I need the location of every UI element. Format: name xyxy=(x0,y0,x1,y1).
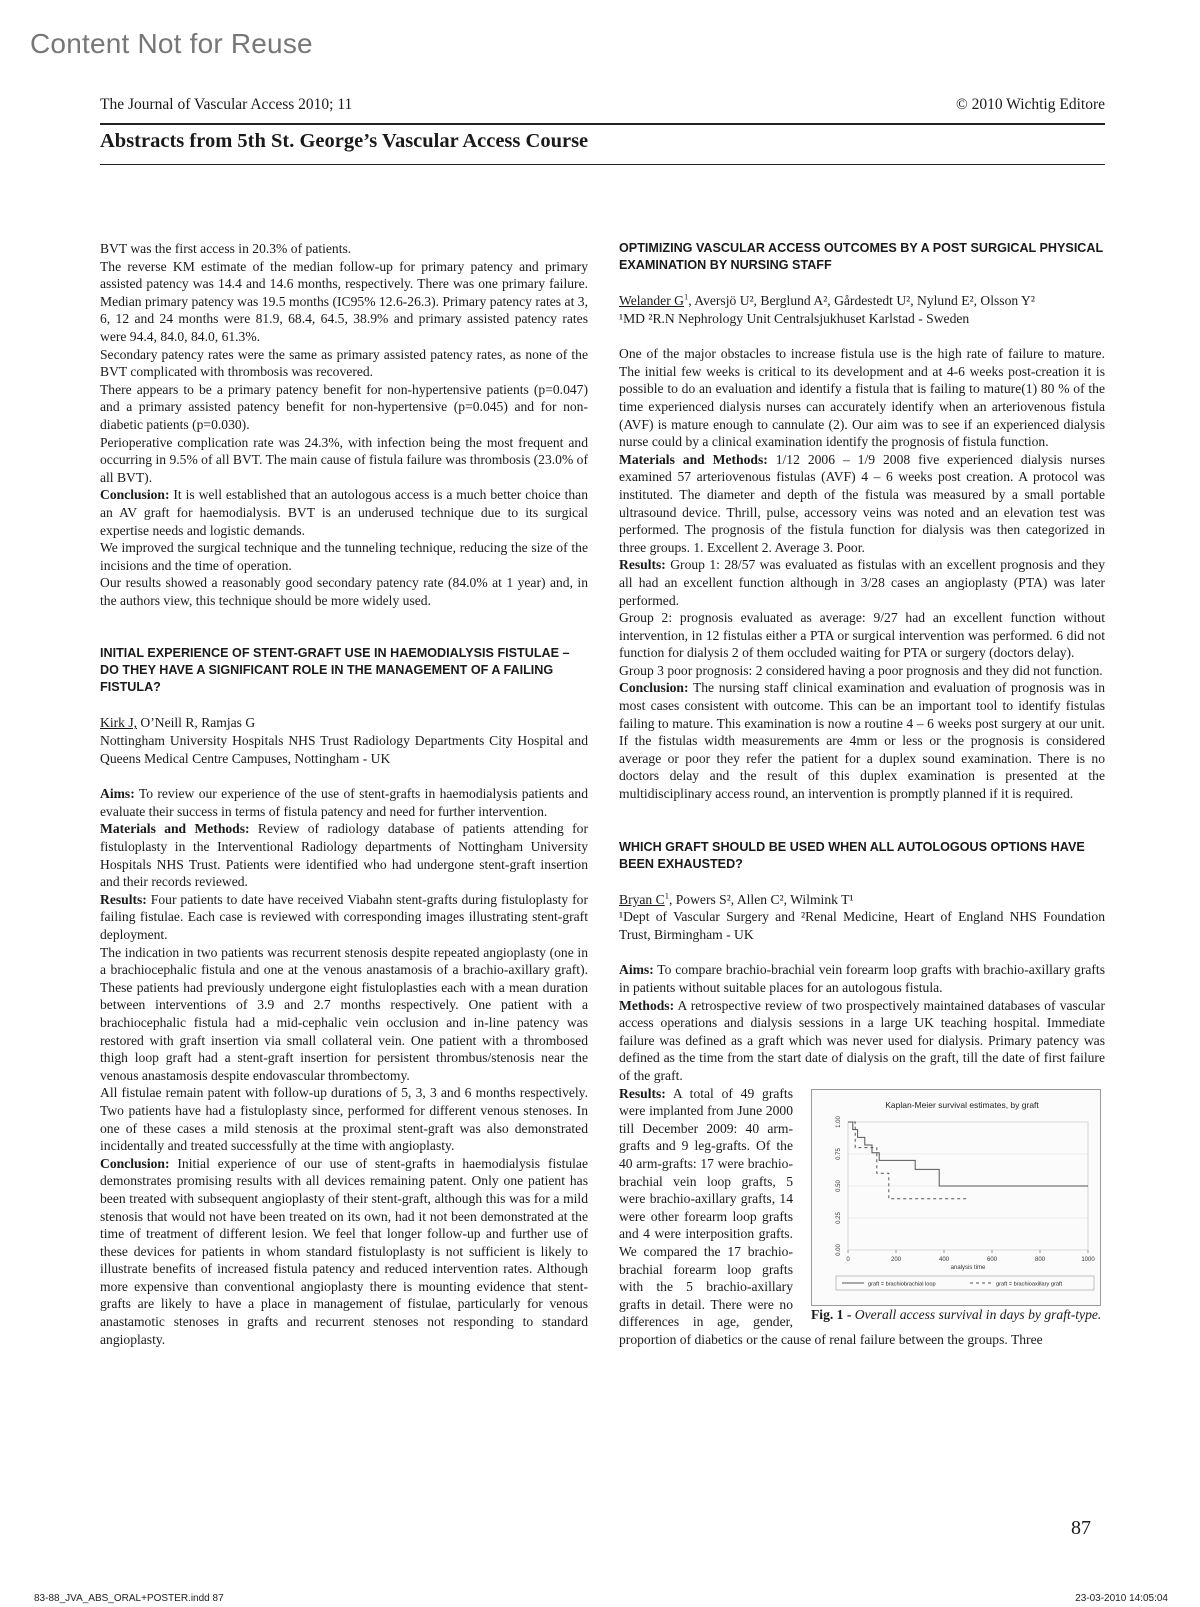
footer-file-info: 83-88_JVA_ABS_ORAL+POSTER.indd 87 xyxy=(34,1593,224,1604)
abstract-title: WHICH GRAFT SHOULD BE USED WHEN ALL AUTOLOGOUS OPTIONS HAVE BEEN EXHAUSTED? xyxy=(619,839,1085,871)
running-head xyxy=(100,96,1105,114)
paragraph: All fistulae remain patent with follow-up durations of 5, 3, 3 and 6 months respectively. Two patients have had a fistuloplasty since, performed for different venous stenoses. In one of these cases a mild stenosis at the proximal stent-graft was also demonstrated incidentally and treated successfully at the time with angioplasty. xyxy=(100,1085,588,1154)
y-tick-label: 0.00 xyxy=(836,1243,842,1256)
journal-citation: The Journal of Vascular Access 2010; 11 xyxy=(100,96,353,113)
conclusion-paragraph xyxy=(100,1155,588,1349)
results-paragraph xyxy=(619,556,1105,609)
first-author: Bryan C xyxy=(619,891,665,907)
paragraph: The indication in two patients was recurrent stenosis despite repeated angioplasty (one in a brachiocephalic fistula and one at the venous anastamosis of a brachio-axillary graft). These patients had previously undergone eight fistuloplasties each with a mean duration between interventions of 3.9 and 2.7 months respectively. One patient with a brachiocephalic fistula had a mid-cephalic vein occlusion and in-line patency was restored with graft insertion via small collateral vein. One patient with a thrombosed thigh loop graft had a stent-graft insertion for persistent thrombus/stenosis near the venous anastamosis despite endovascular thrombectomy. xyxy=(100,944,588,1083)
section-text: The nursing staff clinical examination and evaluation of prognosis was in most cases consistent with outcome. This can be an important tool to identify fistulas failing to mature. This examination is now a routine 4 – 6 weeks post surgery at our unit. If the fistulas width measurements are 4mm or less or the prognosis is considered average or poor they refer the patient for a duplex sound examination. There is no doctors delay and the result of this duplex examination is presented at the multidisciplinary access round, an intervention is promptly planned if it is required. xyxy=(619,680,1105,802)
section-text: 1/12 2006 – 1/9 2008 five experienced dialysis nurses examined 57 arteriovenous fistulas (AVF) 4 – 6 weeks post creation. A protocol was instituted. The diameter and depth of the fistula was measured by a small portable ultrasound device. Thrill, pulse, accessory veins was noted and an elevation test was performed. The prognosis of the fistula function for dialysis was then categorized in three groups. 1. Excellent 2. Average 3. Poor. xyxy=(619,451,1105,555)
other-authors: , Powers S², Allen C², Wilmink T¹ xyxy=(668,891,854,907)
affiliation: Nottingham University Hospitals NHS Trust Radiology Departments City Hospital and Queens Medical Centre Campuses, Nottingham - UK xyxy=(100,733,588,766)
section-label: Aims: xyxy=(619,962,654,978)
section-text: Review of radiology database of patients attending for fistuloplasty in the Interventional Radiology departments of Nottingham University Hospitals NHS Trust. Patients were identified who had undergone stent-graft insertion and their records reviewed. xyxy=(100,821,588,890)
section-label: Results: xyxy=(619,1085,666,1101)
methods-paragraph xyxy=(619,997,1105,1085)
x-tick-label: 800 xyxy=(1034,1256,1046,1263)
y-tick-label: 0.75 xyxy=(836,1147,842,1160)
section-text: To review our experience of the use of stent-grafts in haemodialysis patients and evaluate their success in terms of fistula patency and need for further intervention. xyxy=(100,786,588,819)
km-survival-chart xyxy=(812,1090,1100,1305)
section-text: It is well established that an autologous access is a much better choice than an AV graft for haemodialysis. BVT is an underused technique due to its surgical expertise needs and logistic demands. xyxy=(100,487,588,538)
results-with-figure xyxy=(619,1085,1105,1349)
y-tick-label: 1.00 xyxy=(836,1115,842,1128)
aims-paragraph xyxy=(619,961,1105,996)
km-chart-frame xyxy=(811,1089,1101,1306)
section-text: Four patients to date have received Viabahn stent-grafts during fistuloplasty for failing fistulae. Each case is reviewed with corresponding images illustrating stent-graft deployment. xyxy=(100,891,588,942)
paragraph: Our results showed a reasonably good secondary patency rate (84.0% at 1 year) and, in the authors view, this technique should be more widely used. xyxy=(100,575,588,608)
section-label: Materials and Methods: xyxy=(100,821,250,837)
author-superscript: 1 xyxy=(683,291,689,302)
section-label: Conclusion: xyxy=(100,1155,170,1171)
paragraph: There appears to be a primary patency benefit for non-hypertensive patients (p=0.047) and a primary assisted patency benefit for non-hypertensive (p=0.045) and for non-diabetic patients (p=0.030). xyxy=(100,381,588,432)
x-axis-label: analysis time xyxy=(950,1264,986,1271)
page-title: Abstracts from 5th St. George’s Vascular Access Course xyxy=(100,130,589,152)
section-label: Results: xyxy=(100,891,147,907)
aims-paragraph xyxy=(100,785,588,820)
paragraph: One of the major obstacles to increase fistula use is the high rate of failure to mature. The initial few weeks is critical to its development and at 4-6 weeks post-creation it is possible to do an evaluation and identify a fistula that is failing to mature(1) 80 % of the time experienced dialysis nurses can accurately identify when an arteriovenous fistula (AVF) is mature enough to cannulate (2). Our aim was to see if an experienced dialysis nurse could by a clinical examination identify the prognosis of fistula function. xyxy=(619,346,1105,450)
paragraph: Group 2: prognosis evaluated as average: 9/27 had an excellent function without intervention, in 12 fistulas either a PTA or surgical intervention was performed. 6 did not function for dialysis 2 of them occluded waiting for PTA or surgery (doctors delay). xyxy=(619,610,1105,661)
section-label: Results: xyxy=(619,557,666,573)
first-author: Kirk J, xyxy=(100,715,138,731)
affiliation: ¹Dept of Vascular Surgery and ²Renal Medicine, Heart of England NHS Foundation Trust, Birmingham - UK xyxy=(619,909,1105,942)
figure-label: Fig. 1 - xyxy=(811,1306,852,1322)
x-tick-label: 1000 xyxy=(1081,1256,1095,1263)
section-text: Initial experience of our use of stent-grafts in haemodialysis fistulae demonstrates promising results with all devices remaining patent. Only one patient has been treated with subsequent angioplasty of their stent-graft, although this was for a mild stenosis that would not have been treated on its own, had it not been demonstrated at the time of treatment of different lesion. We feel that longer follow-up and further use of these devices for patients in whom standard fistuloplasty is not sufficient is likely to illustrate benefits of increased fistula patency and reduced intervention rates. Although more expensive than conventional angioplasty there is mounting evidence that stent-grafts are likely to have a place in management of fistulae, particularly for venous anastamotic stenoses in grafts and recurrent stenoses not responding to standard angioplasty. xyxy=(100,1155,588,1347)
right-column xyxy=(619,240,1105,1348)
authors xyxy=(619,292,1105,310)
y-tick-label: 0.25 xyxy=(836,1211,842,1224)
paragraph: Perioperative complication rate was 24.3%, with infection being the most frequent and occurring in 9.5% of all BVT. The main cause of fistula failure was thrombosis (23.0% of all BVT). xyxy=(100,434,588,485)
footer-timestamp: 23-03-2010 14:05:04 xyxy=(1075,1593,1168,1604)
chart-title: Kaplan-Meier survival estimates, by graft xyxy=(885,1099,1039,1110)
header-rule-top xyxy=(100,123,1105,125)
x-tick-label: 600 xyxy=(986,1256,998,1263)
section-label: Aims: xyxy=(100,786,135,802)
conclusion-paragraph xyxy=(619,679,1105,802)
figure-1 xyxy=(805,1089,1105,1324)
figure-caption xyxy=(811,1306,1105,1324)
figure-caption-text: Overall access survival in days by graft-type. xyxy=(851,1306,1102,1322)
first-author: Welander G xyxy=(619,293,684,308)
section-label: Conclusion: xyxy=(619,680,689,696)
paragraph: We improved the surgical technique and the tunneling technique, reducing the size of the incisions and the time of operation. xyxy=(100,540,588,573)
section-label: Conclusion: xyxy=(100,487,170,503)
x-tick-label: 400 xyxy=(938,1256,950,1263)
authors xyxy=(100,714,588,732)
other-authors: , Aversjö U², Berglund A², Gårdestedt U², Nylund E², Olsson Y² xyxy=(688,293,1035,308)
section-label: Methods: xyxy=(619,997,675,1013)
abstract-title: OPTIMIZING VASCULAR ACCESS OUTCOMES BY A POST SURGICAL PHYSICAL EXAMINATION BY NURSING STAFF xyxy=(619,241,1103,272)
other-authors: O’Neill R, Ramjas G xyxy=(137,715,256,731)
paragraph: The reverse KM estimate of the median follow-up for primary patency and primary assisted patency was 14.4 and 14.6 months, respectively. There was one primary failure. Median primary patency was 19.5 months (IC95% 12.6-26.3). Primary patency rates at 3, 6, 12 and 24 months were 81.9, 68.4, 64.5, 38.9% and primary assisted patency rates were 94.4, 84.0, 84.0, 61.3%. xyxy=(100,258,588,344)
page-number: 87 xyxy=(1071,1517,1091,1539)
section-text: To compare brachio-brachial vein forearm loop grafts with brachio-axillary grafts in patients without suitable places for an autologous fistula. xyxy=(619,962,1105,995)
left-column xyxy=(100,240,588,1348)
x-tick-label: 0 xyxy=(846,1256,850,1263)
header-rule-bottom xyxy=(100,164,1105,165)
legend-label: graft = brachiobrachial loop xyxy=(868,1281,936,1288)
paragraph: BVT was the first access in 20.3% of patients. xyxy=(100,241,352,256)
section-label: Materials and Methods: xyxy=(619,451,768,467)
watermark: Content Not for Reuse xyxy=(30,28,313,59)
y-tick-label: 0.50 xyxy=(836,1179,842,1192)
section-text: Group 1: 28/57 was evaluated as fistulas with an excellent prognosis and they all had an excellent function although in 3/28 cases an angioplasty (PTA) was later performed. xyxy=(619,557,1105,608)
paragraph: Group 3 poor prognosis: 2 considered having a poor prognosis and they did not function. xyxy=(619,662,1103,678)
methods-paragraph xyxy=(100,820,588,890)
paragraph: Secondary patency rates were the same as primary assisted patency rates, as none of the BVT complicated with thrombosis was recovered. xyxy=(100,346,588,380)
copyright-notice: © 2010 Wichtig Editore xyxy=(955,96,1105,113)
affiliation: ¹MD ²R.N Nephrology Unit Centralsjukhuset Karlstad - Sweden xyxy=(619,310,970,326)
results-paragraph xyxy=(100,891,588,944)
section-text: A total of 49 grafts were implanted from June 2000 till December 2009: 40 arm-grafts and 9 leg-grafts. Of the 40 arm-grafts: 17 were brachio-brachial vein loop grafts, 5 were brachio-axillary grafts, 14 were other forearm loop grafts and 4 were interposition grafts. We compared the 17 brachio-brachial forearm loop grafts with the 5 brachio-axillary grafts in detail. There were no differences in age, gender, proportion of diabetics or the cause of renal failure between the groups. Three xyxy=(619,1085,1043,1347)
author-superscript: 1 xyxy=(664,890,669,901)
x-tick-label: 200 xyxy=(890,1256,902,1263)
methods-paragraph xyxy=(619,451,1105,557)
abstract-title: INITIAL EXPERIENCE OF STENT-GRAFT USE IN HAEMODIALYSIS FISTULAE – DO THEY HAVE A SIGNIFICANT ROLE IN THE MANAGEMENT OF A FAILING FISTULA? xyxy=(100,646,570,695)
legend-label: graft = brachioaxillary graft xyxy=(996,1281,1063,1288)
conclusion-paragraph xyxy=(100,486,588,539)
section-text: A retrospective review of two prospectively maintained databases of vascular access operations and dialysis sessions in a large UK teaching hospital. Immediate failure was defined as a graft which was never used for dialysis. Primary patency was defined as the time from the start date of dialysis on the graft, till the date of first failure of the graft. xyxy=(619,997,1105,1083)
authors xyxy=(619,891,1105,909)
